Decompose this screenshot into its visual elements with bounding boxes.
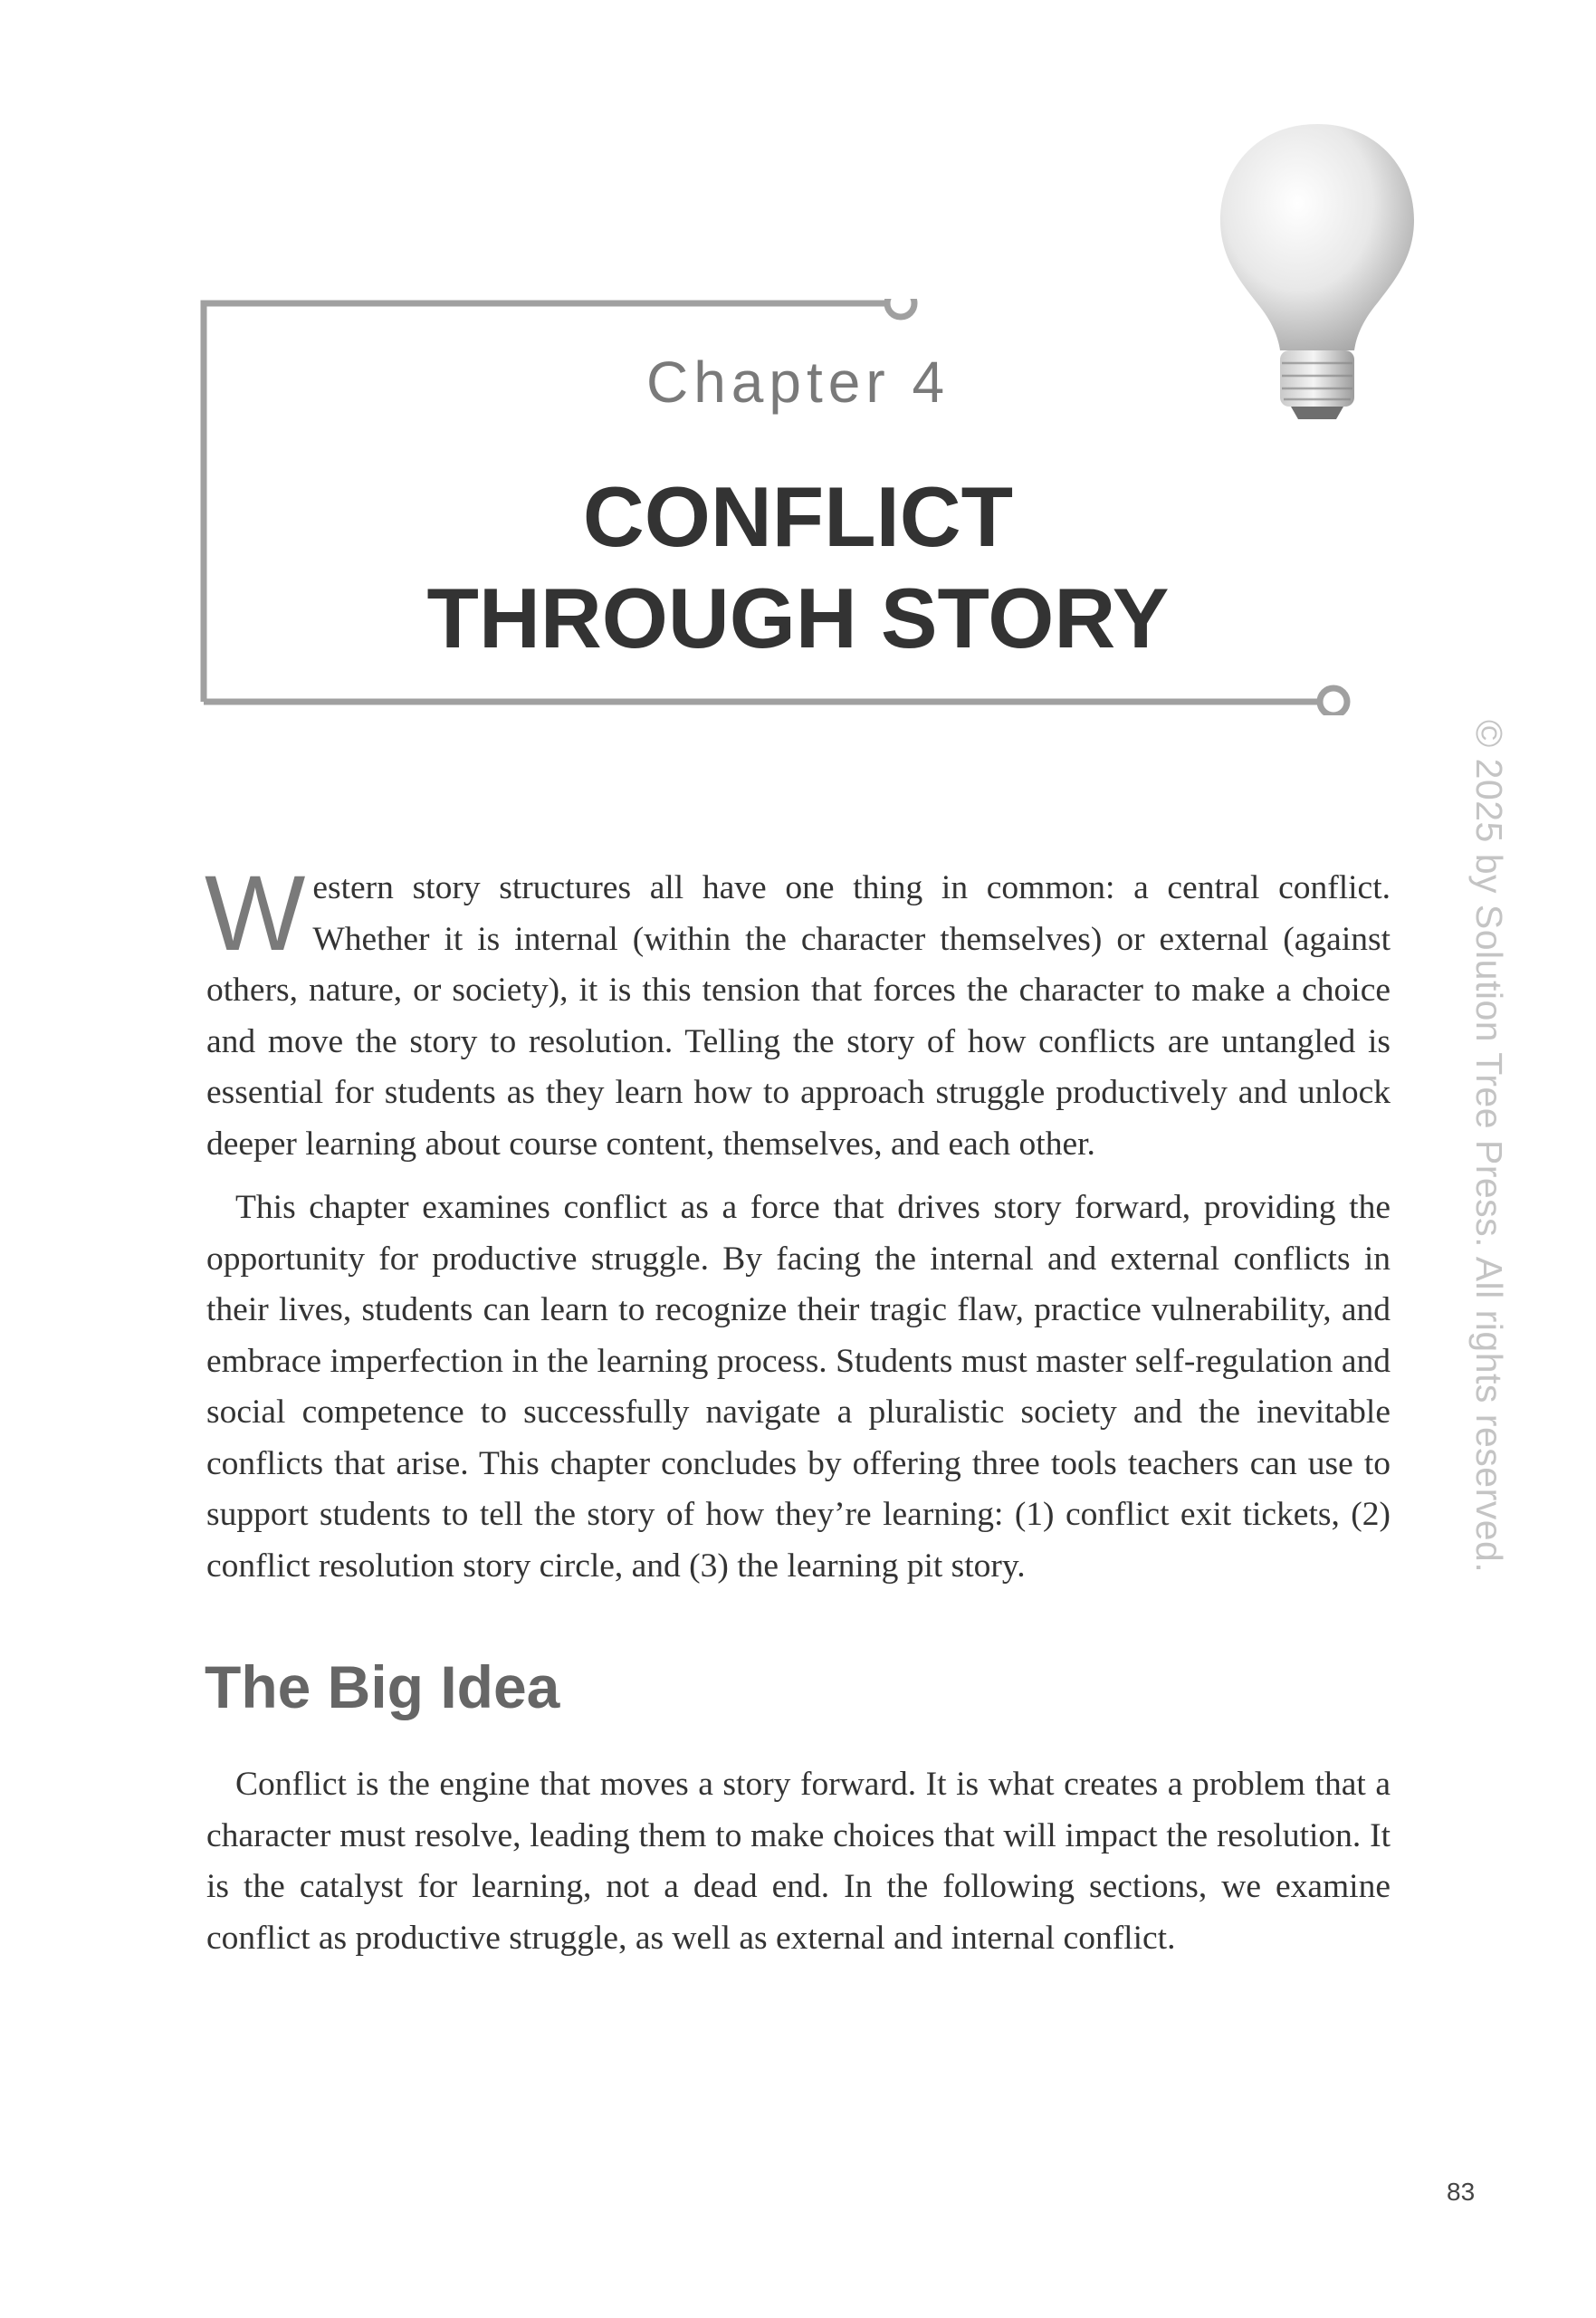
copyright-notice: © 2025 by Solution Tree Press. All rights reserved. xyxy=(1468,720,1510,1574)
intro-paragraph-1-text: estern story structures all have one thing in common: a central conflict. Whether it is internal (within the character themselves) or external (against others, nature, or society), it is this tension that forces the character to make a choice and move the story to resolution. Telling the story of how conflicts are untangled is essential for students as they learn how to approach struggle productively and unlock deeper learning about course content, themselves, and each other. xyxy=(206,869,1391,1163)
page-number: 83 xyxy=(1447,2178,1476,2206)
intro-paragraph-1 xyxy=(205,854,1391,1170)
chapter-label: Chapter 4 xyxy=(645,350,951,415)
chapter-title-line-1: CONFLICT xyxy=(582,469,1014,564)
chapter-title-line-2: THROUGH STORY xyxy=(426,570,1170,666)
lightbulb-icon xyxy=(1204,113,1430,439)
big-idea-paragraph xyxy=(206,1759,1391,1964)
chapter-title xyxy=(0,466,1596,669)
intro-paragraph-2 xyxy=(206,1183,1391,1592)
drop-cap: W xyxy=(205,854,306,973)
big-idea-paragraph-text: Conflict is the engine that moves a story forward. It is what creates a problem that a character must resolve, leading them to make choices that will impact the resolution. It is the catalyst for learning, not a dead end. In the following sections, we examine conflict as productive struggle, as well as external and internal conflict. xyxy=(206,1766,1391,1957)
intro-paragraph-2-text: This chapter examines conflict as a force that drives story forward, providing the opportunity for productive struggle. By facing the internal and external conflicts in their lives, students can learn to recognize their tragic flaw, practice vulnerability, and embrace imperfection in the learning process. Students must master self-regulation and social competence to successfully navigate a pluralistic society and the inevitable conflicts that arise. This chapter concludes by offering three tools teachers can use to support students to tell the story of how they’re learning: (1) conflict exit tickets, (2) conflict resolution story circle, and (3) the learning pit story. xyxy=(206,1189,1391,1585)
section-heading: The Big Idea xyxy=(205,1653,560,1720)
